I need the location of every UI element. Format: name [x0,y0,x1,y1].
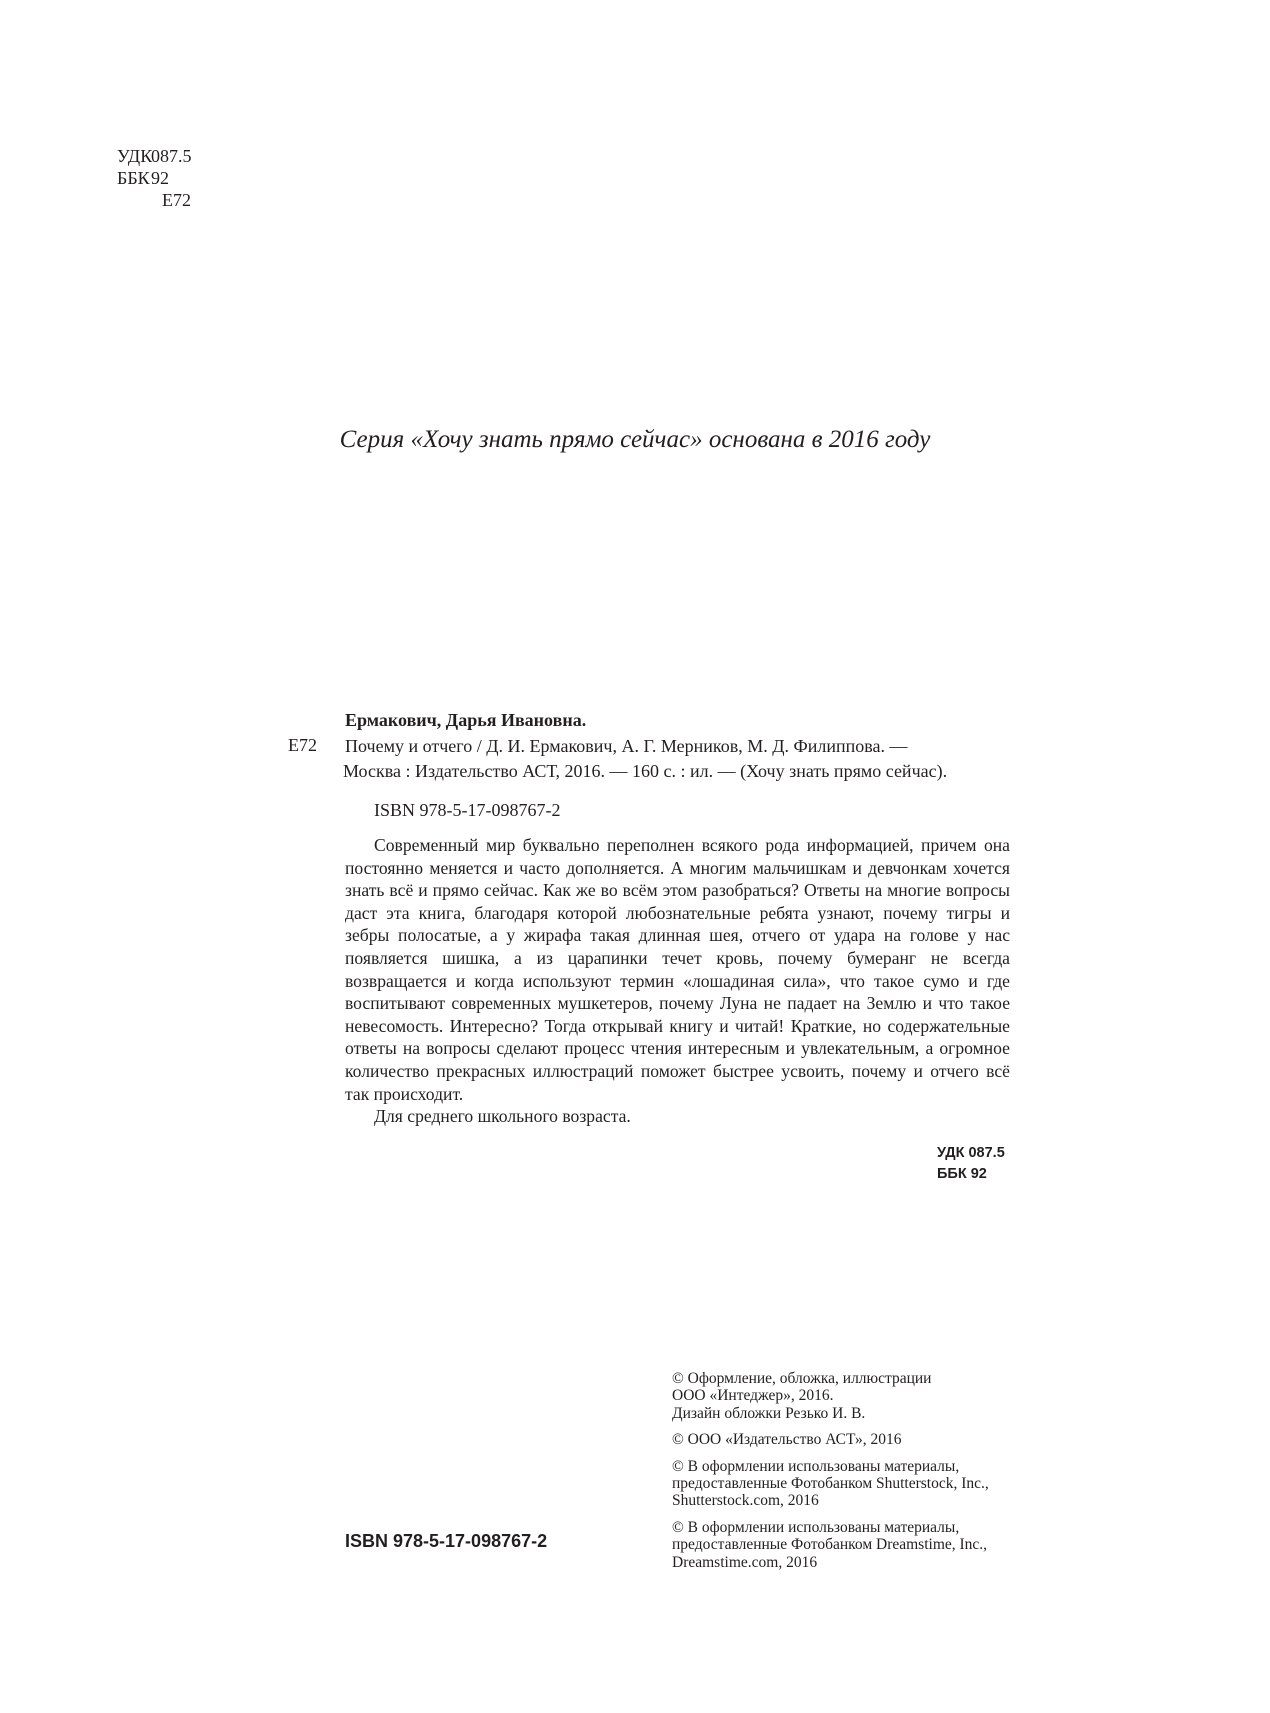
bbk-bottom: ББК 92 [937,1166,987,1182]
author-mark: Е72 [162,190,191,210]
copyright-line: Shutterstock.com, 2016 [672,1492,819,1510]
series-note: Серия «Хочу знать прямо сейчас» основана в 2016 году [339,426,931,453]
udk-value: 087.5 [151,146,192,166]
copyright-design [672,1370,1032,1422]
copyright-dreamstime [672,1519,1032,1571]
copyright-line: © В оформлении использованы материалы, [672,1457,960,1475]
classification-codes-bottom [937,1143,1005,1185]
catalog-description [345,734,1010,784]
annotation [345,834,1010,1128]
catalog-author: Ермакович, Дарья Ивановна. [345,710,587,730]
copyright-line: предоставленные Фотобанком Shutterstock, Inc., [672,1475,989,1493]
catalog-imprint-line: Москва : Издательство АСТ, 2016. — 160 с. : ил. — (Хочу знать прямо сейчас). [343,761,948,781]
copyright-publisher [672,1431,1032,1448]
catalog-side-mark: Е72 [288,735,317,755]
isbn-bottom: ISBN 978-5-17-098767-2 [345,1531,548,1551]
copyright-notices [672,1370,1032,1580]
copyright-shutterstock [672,1458,1032,1510]
bbk-label: ББК [117,168,150,188]
udk-label: УДК [117,146,153,166]
bbk-value: 92 [151,168,169,188]
classification-codes-top [117,145,192,211]
udk-bottom: УДК 087.5 [937,1145,1005,1161]
bbk-row [117,167,192,189]
copyright-line: ООО «Интеджер», 2016. [672,1387,834,1405]
catalog-title-line: Почему и отчего / Д. И. Ермакович, А. Г. Мерников, М. Д. Филиппова. — [345,736,908,756]
copyright-line: © В оформлении использованы материалы, [672,1518,960,1536]
copyright-line: © ООО «Издательство АСТ», 2016 [672,1431,902,1449]
annotation-audience: Для среднего школьного возраста. [374,1106,631,1127]
copyright-line: © Оформление, обложка, иллюстрации [672,1370,932,1387]
copyright-line: Дизайн обложки Резько И. В. [672,1404,866,1422]
copyright-line: Dreamstime.com, 2016 [672,1553,818,1571]
annotation-paragraph: Современный мир буквально переполнен всякого рода информацией, причем она постоянно меняется и часто дополняется. А многим мальчишкам и девчонкам хочется знать всё и прямо сейчас. Как же во всём этом разобраться? Ответы на многие вопросы даст эта книга, благодаря которой любознательные ребята узнают, почему тигры и зебры полосатые, а у жирафа такая длинная шея, отчего от удара на голове у нас появляется шишка, а из царапинки течет кровь, почему бумеранг не всегда возвращается и когда используют термин «лошадиная сила», что такое сумо и где воспитывают современных мушкетеров, почему Луна не падает на Землю и что такое невесомость. Интересно? Тогда открывай книгу и читай! Краткие, но содержательные ответы на вопросы сделают процесс чтения интересным и увлекательным, а огромное количество прекрасных иллюстраций поможет быстрее усвоить, почему и отчего всё так происходит. [345,835,1010,1104]
udk-row [117,145,192,167]
copyright-line: предоставленные Фотобанком Dreamstime, Inc., [672,1536,988,1554]
catalog-isbn: ISBN 978-5-17-098767-2 [374,800,561,820]
